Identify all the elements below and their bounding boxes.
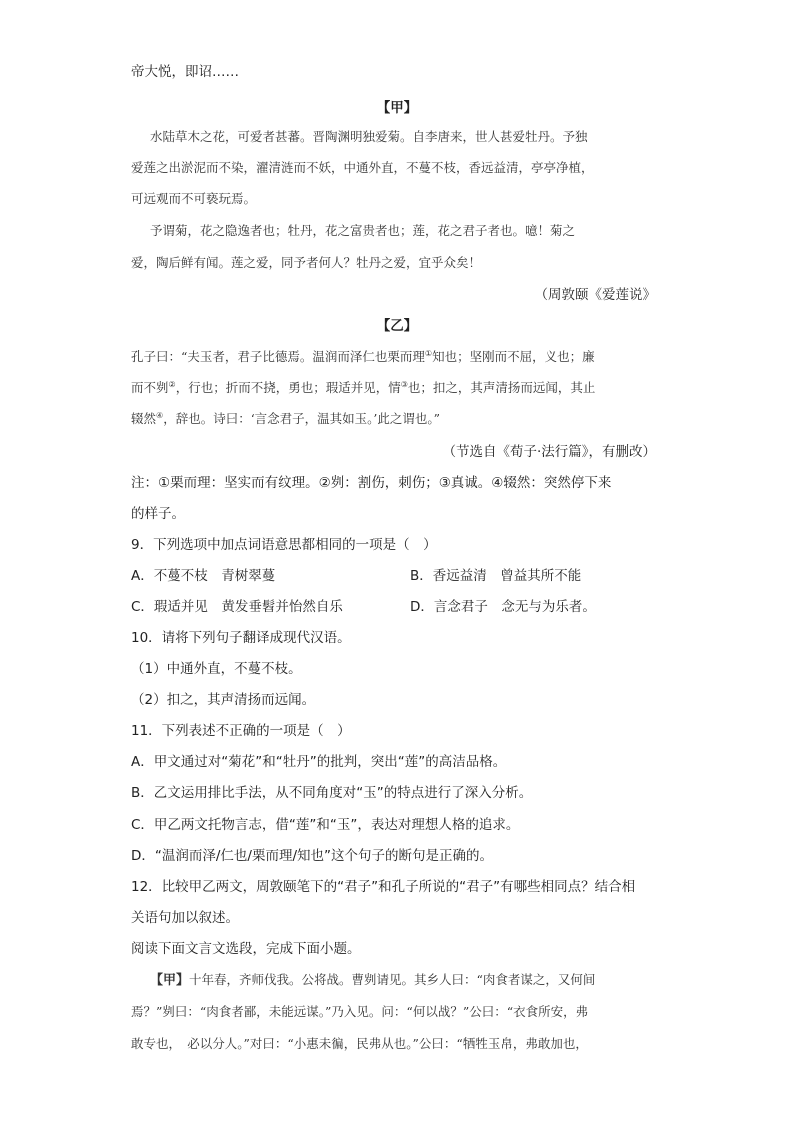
footnote-marker: ② [168,379,176,389]
text-line: 帝大悦，即诏…… [131,64,239,80]
classical-text-line: 可远观而不可亵玩焉。 [131,191,257,206]
classical-text-line: 焉？”刿曰：“肉食者鄙，未能远谋。”乃入见。问：“何以战？”公曰：“衣食所安，弗 [131,1004,589,1019]
question-10-item: （1）中通外直，不蔓不枝。 [131,661,302,677]
classical-text-line: 孔子曰：“夫玉者，君子比德焉。温润而泽仁也栗而理①知也；坚刚而不屈，义也；廉 [131,348,595,364]
annotation-line: 的样子。 [131,506,185,522]
annotation-line: 注：①栗而理：坚实而有纹理。②刿：割伤，刺伤；③真诚。④辍然：突然停下来 [131,475,612,491]
footnote-marker: ① [424,348,433,358]
option-b: B．乙文运用排比手法，从不同角度对“玉”的特点进行了深入分析。 [131,785,533,801]
classical-text-line: 辍然④，辞也。诗曰：‘言念君子，温其如玉。’此之谓也。” [131,410,441,426]
question-10-item: （2）扣之，其声清扬而远闻。 [131,692,316,708]
reading-instruction: 阅读下面文言文选段，完成下面小题。 [131,941,361,957]
classical-text-line: 爱莲之出淤泥而不染，濯清涟而不妖，中通外直，不蔓不枝，香远益清，亭亭净植， [131,160,594,175]
option-d: D．“温润而泽/仁也/栗而理/知也”这个句子的断句是正确的。 [131,848,494,864]
source-citation: （周敦颐《爱莲说》 [534,287,656,303]
classical-text-line: 敢专也， 必以分人。”对曰：“小惠未徧，民弗从也。”公曰：“牺牲玉帛，弗敢加也， [131,1036,588,1051]
option-a: A．不蔓不枝 青树翠蔓 [131,568,276,584]
option-a: A．甲文通过对“菊花”和“牡丹”的批判，突出“莲”的高洁品格。 [131,754,507,770]
question-11: 11．下列表述不正确的一项是（ ） [131,723,351,739]
classical-text-line: 而不刿②，行也；折而不挠，勇也；瑕适并见，情③也；扣之，其声清扬而远闻，其止 [131,379,596,395]
option-c: C．甲乙两文托物言志，借“莲”和“玉”，表达对理想人格的追求。 [131,817,520,833]
option-b: B．香远益清 曾益其所不能 [410,568,582,584]
question-9: 9．下列选项中加点词语意思都相同的一项是（ ） [131,537,437,553]
footnote-marker: ③ [400,379,408,389]
option-d: D．言念君子 念无与为乐者。 [410,599,596,615]
classical-text-line: 爱，陶后鲜有闻。莲之爱，同予者何人？牡丹之爱，宜乎众矣！ [131,255,482,270]
footnote-marker: ④ [156,410,164,420]
classical-text-line: 水陆草木之花，可爱者甚蕃。晋陶渊明独爱菊。自李唐来，世人甚爱牡丹。予独 [150,129,588,144]
passage-label: 【甲】 [150,973,190,988]
source-citation: （节选自《荀子·法行篇》，有删改） [442,444,656,460]
question-12: 关语句加以叙述。 [131,910,239,926]
section-heading-jia: 【甲】 [376,100,418,116]
question-12: 12．比较甲乙两文，周敦颐笔下的“君子”和孔子所说的“君子”有哪些相同点？结合相 [131,879,636,895]
question-10: 10．请将下列句子翻译成现代汉语。 [131,630,351,646]
option-c: C．瑕适并见 黄发垂髫并怡然自乐 [131,599,343,615]
section-heading-yi: 【乙】 [376,318,418,334]
classical-text-line: 予谓菊，花之隐逸者也；牡丹，花之富贵者也；莲，花之君子者也。噫！菊之 [150,223,576,238]
classical-text-line: 【甲】十年春，齐师伐我。公将战。曹刿请见。其乡人曰：“肉食者谋之，又何间 [150,972,596,988]
